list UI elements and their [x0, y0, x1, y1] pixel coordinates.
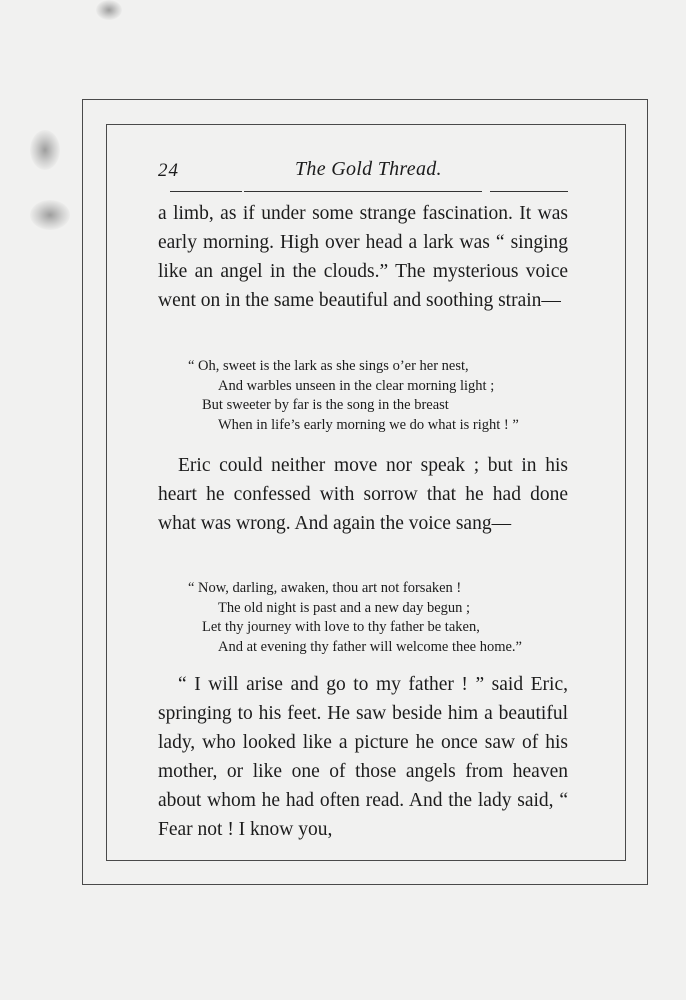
verse-stanza [188, 357, 519, 435]
page-header [158, 156, 568, 186]
verse-stanza [188, 579, 522, 657]
header-rule [490, 191, 568, 192]
verse-line: Let thy journey with love to thy father be taken, [202, 619, 480, 636]
page-number: 24 [158, 160, 179, 181]
smudge-mark [30, 200, 70, 230]
smudge-mark [96, 0, 122, 20]
verse-line: The old night is past and a new day begun ; [218, 599, 471, 616]
verse-line: But sweeter by far is the song in the breast [202, 397, 449, 414]
header-rule [170, 191, 242, 192]
verse-line: When in life’s early morning we do what is right ! ” [218, 416, 519, 433]
paragraph: a limb, as if under some strange fascination. It was early morning. High over head a lark was “ singing like an angel in the clouds.” The mysterious voice went on in the same beautiful and soothing strain— [158, 203, 568, 311]
smudge-mark [30, 130, 60, 170]
running-title: The Gold Thread. [295, 158, 442, 180]
verse-line: “ Now, darling, awaken, thou art not forsaken ! [188, 580, 462, 596]
paragraph: Eric could neither move nor speak ; but in his heart he confessed with sorrow that he had done what was wrong. And again the voice sang— [158, 455, 568, 534]
verse-line: “ Oh, sweet is the lark as she sings o’er her nest, [188, 358, 469, 374]
verse-line: And warbles unseen in the clear morning light ; [218, 377, 495, 394]
verse-line: And at evening thy father will welcome thee home.” [218, 638, 522, 655]
header-rule [244, 191, 482, 192]
paragraph: “ I will arise and go to my father ! ” said Eric, springing to his feet. He saw beside him a beautiful lady, who looked like a picture he once saw of his mother, or like one of those angels from heaven about whom he had often read. And the lady said, “ Fear not ! I know you, [158, 674, 568, 840]
